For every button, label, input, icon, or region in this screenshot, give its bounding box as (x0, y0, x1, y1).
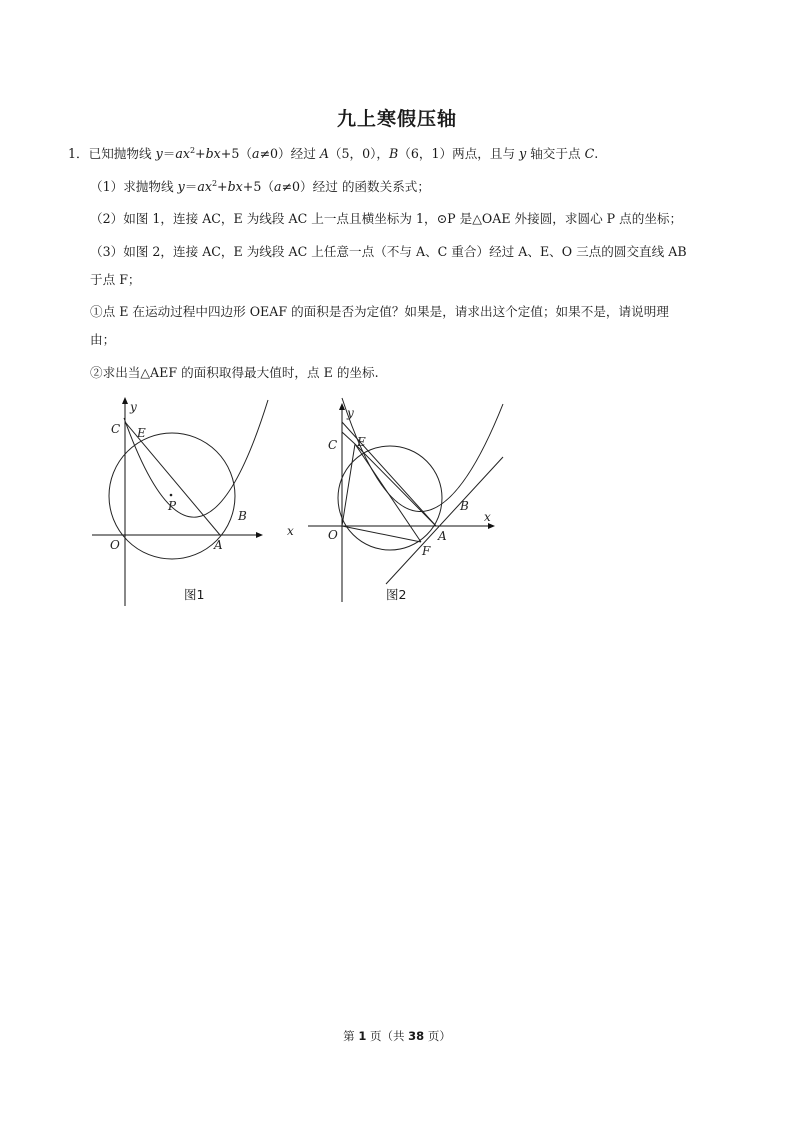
page-footer: 第 1 页（共 38 页） (343, 1029, 451, 1043)
point-p (170, 494, 173, 497)
label-b: B (238, 509, 247, 523)
current-page: 1 (358, 1029, 367, 1043)
part-2: （2）如图 1，连接 AC，E 为线段 AC 上一点且横坐标为 1，⊙P 是△OAE 外接圆，求圆心 P 点的坐标； (90, 211, 683, 226)
problem-number: 1． (68, 146, 89, 161)
sub-question-1-line-2: 由； (90, 332, 116, 347)
figure-1 (80, 390, 310, 615)
label-o: O (328, 528, 338, 542)
total-pages: 38 (408, 1029, 425, 1043)
label-x: x (287, 524, 294, 538)
parabola (124, 400, 268, 517)
label-e: E (137, 426, 146, 440)
segment-ea (355, 444, 436, 526)
label-e: E (357, 435, 366, 449)
part-3-line-1: （3）如图 2，连接 AC，E 为线段 AC 上任意一点（不与 A、C 重合）经过 A、E、O 三点的圆交直线 AB (90, 244, 687, 259)
problem-stem: 1．已知抛物线 $y=ax^2+bx+5(a\ne 0)$经过 A（5，0），B（6，1）两点，且与 y 轴交于点 C. (68, 146, 599, 161)
label-c: C (111, 422, 121, 436)
figure-2-caption: 图2 (386, 587, 407, 602)
label-f: F (422, 544, 431, 558)
label-a: A (214, 538, 223, 552)
part-3-line-2: 于点 F； (90, 272, 141, 287)
figure-2 (298, 392, 508, 602)
label-a: A (438, 529, 447, 543)
part-1: （1）求抛物线 $y=ax^2+bx+5(a\ne 0)$经过 的函数关系式； (90, 179, 430, 194)
segment-ef (355, 444, 421, 542)
label-y: y (347, 406, 354, 420)
circle-aeo (338, 446, 442, 550)
sub-question-1-line-1: ①点 E 在运动过程中四边形 OEAF 的面积是否为定值？如果是，请求出这个定值；如果不是，请说明理 (90, 304, 669, 319)
label-c: C (328, 438, 338, 452)
label-x: x (484, 510, 491, 524)
segment-of (342, 526, 421, 542)
segment-oe (342, 444, 355, 526)
label-o: O (110, 538, 120, 552)
figure-1-caption: 图1 (184, 587, 205, 602)
label-y: y (130, 400, 137, 414)
page-title: 九上寒假压轴 (336, 108, 457, 130)
label-b: B (460, 499, 469, 513)
sub-question-2: ②求出当△AEF 的面积取得最大值时，点 E 的坐标. (90, 365, 379, 380)
label-p: P (168, 499, 177, 513)
